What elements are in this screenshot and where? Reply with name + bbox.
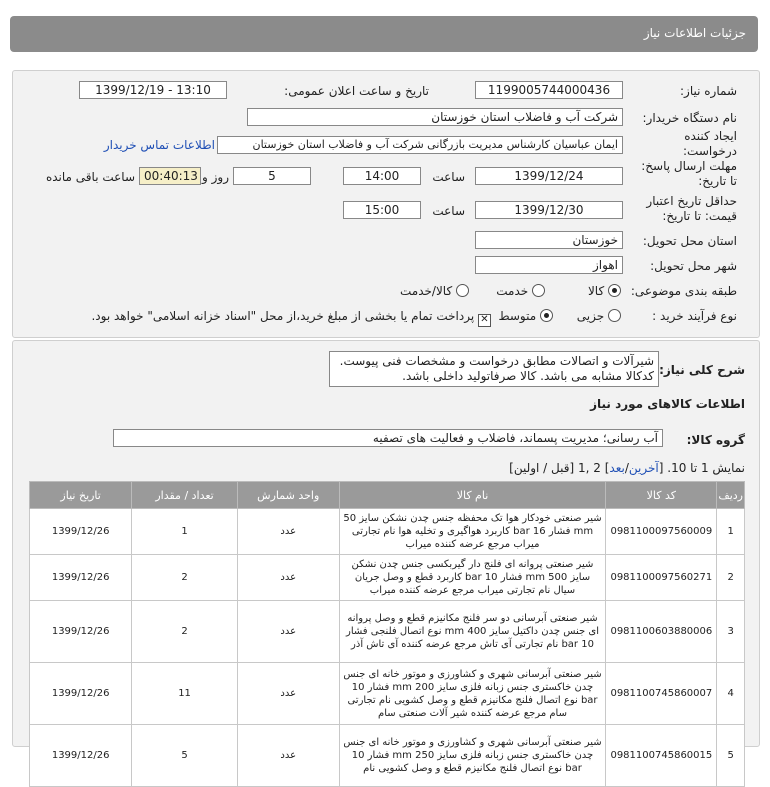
item-name: شیر صنعتی پروانه ای فلنج دار گیربکسی جنس چدن نشکن سایز 500 mm فشار 10 bar کاربرد قطع و وصل جریان سیال نام تجارتی میراب مرجع عرضه کننده میراب bbox=[339, 555, 606, 601]
row-number: 2 bbox=[717, 555, 745, 601]
category-option-goods[interactable]: کالا bbox=[588, 284, 621, 298]
validity-time-field[interactable]: 15:00 bbox=[343, 201, 421, 219]
item-unit: عدد bbox=[237, 509, 339, 555]
remaining-label: ساعت باقی مانده bbox=[45, 170, 135, 184]
remaining-time-field: 00:40:13 bbox=[139, 167, 201, 185]
category-option-goods-service[interactable]: کالا/خدمت bbox=[400, 284, 469, 298]
process-option-minor[interactable]: جزیی bbox=[577, 309, 621, 323]
creator-label: ایجاد کننده درخواست: bbox=[683, 129, 737, 158]
table-header-row bbox=[30, 482, 745, 509]
category-label: طبقه بندی موضوعی: bbox=[630, 284, 737, 298]
province-label: استان محل تحویل: bbox=[642, 234, 737, 248]
city-label: شهر محل تحویل: bbox=[650, 259, 737, 273]
col-name-header: نام کالا bbox=[339, 482, 606, 509]
pager: نمایش 1 تا 10. [آخرین/بعد] 2 ,1 [قبل / اولین] bbox=[509, 461, 745, 475]
item-qty: 5 bbox=[132, 725, 238, 787]
validity-label: حداقل تاریخ اعتبار قیمت: تا تاریخ: bbox=[646, 194, 737, 223]
item-code: 0981100745860007 bbox=[606, 663, 717, 725]
announce-field[interactable]: 1399/12/19 - 13:10 bbox=[79, 81, 227, 99]
contact-buyer-link[interactable]: اطلاعات تماس خریدار bbox=[103, 138, 215, 152]
radio-unchecked-icon[interactable] bbox=[532, 284, 545, 297]
row-number: 1 bbox=[717, 509, 745, 555]
row-number: 4 bbox=[717, 663, 745, 725]
item-code: 0981100745860015 bbox=[606, 725, 717, 787]
item-name: شیر صنعتی آبرسانی شهری و کشاورزی و موتور خانه ای جنس چدن خاکستری جنس زبانه فلزی سایز 200 mm فشار 10 bar نوع اتصال فلنج مکانیزم قطع و وصل کشویی نام تجارتی سام مرجع عرضه کننده شیر آلات صنعتی سام bbox=[339, 663, 606, 725]
item-date: 1399/12/26 bbox=[30, 725, 132, 787]
items-table bbox=[29, 481, 745, 787]
row-number: 5 bbox=[717, 725, 745, 787]
page-title-bar bbox=[10, 16, 758, 52]
col-qty-header: تعداد / مقدار bbox=[132, 482, 238, 509]
page-title: جزئیات اطلاعات نیاز bbox=[643, 26, 746, 40]
need-number-field[interactable]: 1199005744000436 bbox=[475, 81, 623, 99]
validity-time-label: ساعت bbox=[432, 204, 465, 218]
item-date: 1399/12/26 bbox=[30, 555, 132, 601]
item-code: 0981100603880006 bbox=[606, 601, 717, 663]
item-qty: 2 bbox=[132, 555, 238, 601]
item-name: شیر صنعتی آبرسانی شهری و کشاورزی و موتور خانه ای جنس چدن خاکستری جنس زبانه فلزی سایز 250 mm فشار 10 bar نوع اتصال فلنج مکانیزم قطع و وصل کشویی نام bbox=[339, 725, 606, 787]
col-code-header: کد کالا bbox=[606, 482, 717, 509]
creator-field[interactable]: ایمان عباسیان کارشناس مدیریت بازرگانی شرکت آب و فاضلاب استان خوزستان bbox=[217, 136, 623, 154]
table-row[interactable] bbox=[30, 663, 745, 725]
item-date: 1399/12/26 bbox=[30, 509, 132, 555]
radio-unchecked-icon[interactable] bbox=[608, 309, 621, 322]
col-unit-header: واحد شمارش bbox=[237, 482, 339, 509]
buyer-label: نام دستگاه خریدار: bbox=[642, 111, 737, 125]
process-label: نوع فرآیند خرید : bbox=[652, 309, 737, 323]
items-heading: اطلاعات کالاهای مورد نیاز bbox=[590, 397, 745, 411]
province-field[interactable]: خوزستان bbox=[475, 231, 623, 249]
col-row-header: ردیف bbox=[717, 482, 745, 509]
item-code: 0981100097560271 bbox=[606, 555, 717, 601]
item-date: 1399/12/26 bbox=[30, 663, 132, 725]
days-field[interactable]: 5 bbox=[233, 167, 311, 185]
deadline-label: مهلت ارسال پاسخ: تا تاریخ: bbox=[641, 159, 737, 188]
item-qty: 11 bbox=[132, 663, 238, 725]
days-label: روز و bbox=[202, 170, 229, 184]
item-qty: 1 bbox=[132, 509, 238, 555]
item-unit: عدد bbox=[237, 663, 339, 725]
deadline-date-field[interactable]: 1399/12/24 bbox=[475, 167, 623, 185]
pager-pages[interactable]: 2 ,1 [قبل / اولین] bbox=[509, 461, 601, 475]
group-field[interactable]: آب رسانی؛ مدیریت پسماند، فاضلاب و فعالیت های تصفیه bbox=[113, 429, 663, 447]
group-label: گروه کالا: bbox=[686, 433, 745, 447]
radio-checked-icon[interactable] bbox=[540, 309, 553, 322]
validity-date-field[interactable]: 1399/12/30 bbox=[475, 201, 623, 219]
summary-label: شرح کلی نیاز: bbox=[659, 363, 745, 377]
announce-label: تاریخ و ساعت اعلان عمومی: bbox=[284, 84, 429, 98]
item-unit: عدد bbox=[237, 555, 339, 601]
item-date: 1399/12/26 bbox=[30, 601, 132, 663]
checkbox-checked-icon[interactable]: ✕ bbox=[478, 314, 491, 327]
buyer-field[interactable]: شرکت آب و فاضلاب استان خوزستان bbox=[247, 108, 623, 126]
need-info-panel bbox=[12, 70, 760, 338]
need-number-label: شماره نیاز: bbox=[680, 84, 737, 98]
table-row[interactable] bbox=[30, 725, 745, 787]
process-option-medium[interactable]: متوسط bbox=[498, 309, 553, 323]
radio-unchecked-icon[interactable] bbox=[456, 284, 469, 297]
table-row[interactable] bbox=[30, 555, 745, 601]
table-row[interactable] bbox=[30, 601, 745, 663]
row-number: 3 bbox=[717, 601, 745, 663]
deadline-time-field[interactable]: 14:00 bbox=[343, 167, 421, 185]
need-summary-panel bbox=[12, 340, 760, 774]
city-field[interactable]: اهواز bbox=[475, 256, 623, 274]
deadline-time-label: ساعت bbox=[432, 170, 465, 184]
item-unit: عدد bbox=[237, 601, 339, 663]
item-code: 0981100097560009 bbox=[606, 509, 717, 555]
item-name: شیر صنعتی آبرسانی دو سر فلنج مکانیزم قطع و وصل پروانه ای جنس چدن داکتیل سایز 400 mm نوع اتصال فلنجی فشار 10 bar نام تجارتی آی تاش مرجع عرضه کننده آی تاش آذر bbox=[339, 601, 606, 663]
pager-last-link[interactable]: آخرین bbox=[628, 461, 659, 475]
item-qty: 2 bbox=[132, 601, 238, 663]
treasury-payment-checkbox[interactable]: ✕ پرداخت تمام یا بخشی از مبلغ خرید،از محل "اسناد خزانه اسلامی" خواهد بود. bbox=[91, 309, 491, 327]
summary-text-field: شیرآلات و اتصالات مطابق درخواست و مشخصات فنی پیوست. کدکالا مشابه می باشد. کالا صرفاتولید داخلی باشد. bbox=[329, 351, 659, 387]
col-date-header: تاریخ نیاز bbox=[30, 482, 132, 509]
item-unit: عدد bbox=[237, 725, 339, 787]
radio-checked-icon[interactable] bbox=[608, 284, 621, 297]
item-name: شیر صنعتی خودکار هوا تک محفظه جنس چدن نشکن سایز 50 mm فشار 16 bar کاربرد هواگیری و تخلیه هوا نام تجارتی میراب مرجع عرضه کننده میراب bbox=[339, 509, 606, 555]
pager-next-link[interactable]: بعد bbox=[609, 461, 625, 475]
table-row[interactable] bbox=[30, 509, 745, 555]
category-option-service[interactable]: خدمت bbox=[496, 284, 545, 298]
